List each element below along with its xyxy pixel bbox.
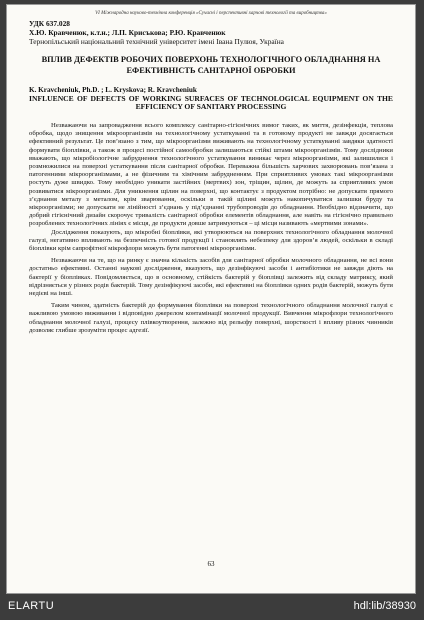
paragraph: Дослідження показують, що мікробні біоплівки, які утворюються на поверхнях технологічного обладнання молочної галузі, негативно впливають на безпечність готової продукції і становлять небезпеку для здоров’я людей, оскільки в складі біоплівки крім сапрофітної мікрофлори можуть бути патогенні мікроорганізми.	[29, 228, 393, 253]
title-ukrainian: ВПЛИВ ДЕФЕКТІВ РОБОЧИХ ПОВЕРХОНЬ ТЕХНОЛОГІЧНОГО ОБЛАДНАННЯ НА ЕФЕКТИВНІСТЬ САНІТАРНОЇ ОБРОБКИ	[41, 55, 381, 75]
handle-identifier: hdl:lib/38930	[353, 600, 416, 612]
paragraph: Незважаючи на запровадження всього комплексу санітарно-гігієнічних вимог таких, як миття, дезінфекція, теплова обробка, щодо знищення мікроорганізмів на технологічному устаткуванні та в готовому продукті не завжди досягається ефективний результат. Це пов’язано з тим, що мікроорганізми виживають на технологічному устаткуванні завдяки здатності формувати біоплівки, а також в процесі постійної самообробки залишаються стійкі штами мікроорганізмів. Тому дослідники вважають, що мікробіологічне забруднення технологічного устаткування виникає через мікроорганізми, які залишилися і розмножилися на поверхні устаткування після санітарної обробки. Переважна більшість харчових захворювань пов’язана з патогенними мікроорганізмами, а не фізичним та хімічним забрудненням. При сприятливих умовах такі мікроорганізми ростуть дуже швидко. Тому необхідно уникати застійних (мертвих) зон, тріщин, щілин, де можуть за сприятливих умов розвиватися мікроорганізми. Для уникнення щілин на поверхні, що контактує з продуктом потрібно: не допускати прямого з’єднання металу з металом, крім зварювання, оскільки в такій щілині можуть накопичуватися залишки бруду та мікроорганізми; не допускати не лінійності з’єднань у під’єднанні трубопроводів до обладнання. Необхідно відзначити, що добрий гігієнічний дизайн скорочує тривалість санітарної обробки елементів обладнання, але навіть на гігієнічно правильно розроблених технологічних лініях є місця, де продукти довше затримуються – ці місця називають «мертвими зонами».	[29, 121, 393, 228]
repository-label: ELARTU	[8, 600, 55, 612]
authors-english: K. Kravcheniuk, Ph.D. ; L. Kryskova; R. Kravcheniuk	[29, 86, 197, 94]
udk-code: УДК 637.028	[29, 19, 70, 28]
affiliation: Тернопільський національний технічний університет імені Івана Пулюя, Україна	[29, 37, 284, 46]
paragraph: Незважаючи на те, що на ринку є значна кількість засобів для санітарної обробки молочного обладнання, не всі вони достатньо ефективні. Останні наукові дослідження, вказують, що дезінфікуючі засоби і антибіотики не завжди діють на бактерії у біоплівках. Повідомляється, що в основному, стійкість бактерій у біоплівці залежить від складу матриксу, який відрізняється у різних родів бактерій. Тому дезінфікуючі засоби, які ефективні на біоплівки одних родів бактерій, можуть бути недієві на інші.	[29, 257, 393, 298]
article-body	[29, 122, 393, 335]
document-page	[6, 4, 416, 594]
page-number: 63	[207, 560, 215, 568]
authors-ua: Х.Ю. Кравченюк, к.т.н.; Л.П. Крисъкова; Р.Ю. Кравченюк	[29, 28, 226, 37]
running-header: VI Міжнародна науково-технічна конференція «Сучасні і перспективні харчові технології та виробництва»	[95, 11, 327, 16]
title-english: INFLUENCE OF DEFECTS OF WORKING SURFACES OF TECHNOLOGICAL EQUIPMENT ON THE EFFICIENCY OF SANITARY PROCESSING	[29, 93, 393, 112]
paragraph: Таким чином, здатність бактерій до формування біоплівки на поверхні технологічного обладнання молочної галузі є важливою умовою виживання і відповідно джерелом контамінації молочної продукції. Вивчення мікрофлори технологічного обладнання молочної галузі, процесу плівкоутворення, залежно від рельєфу поверхні, шорсткості і впливу різних чинників дозволяє глибше зрозуміти процес адгезії.	[29, 302, 393, 334]
